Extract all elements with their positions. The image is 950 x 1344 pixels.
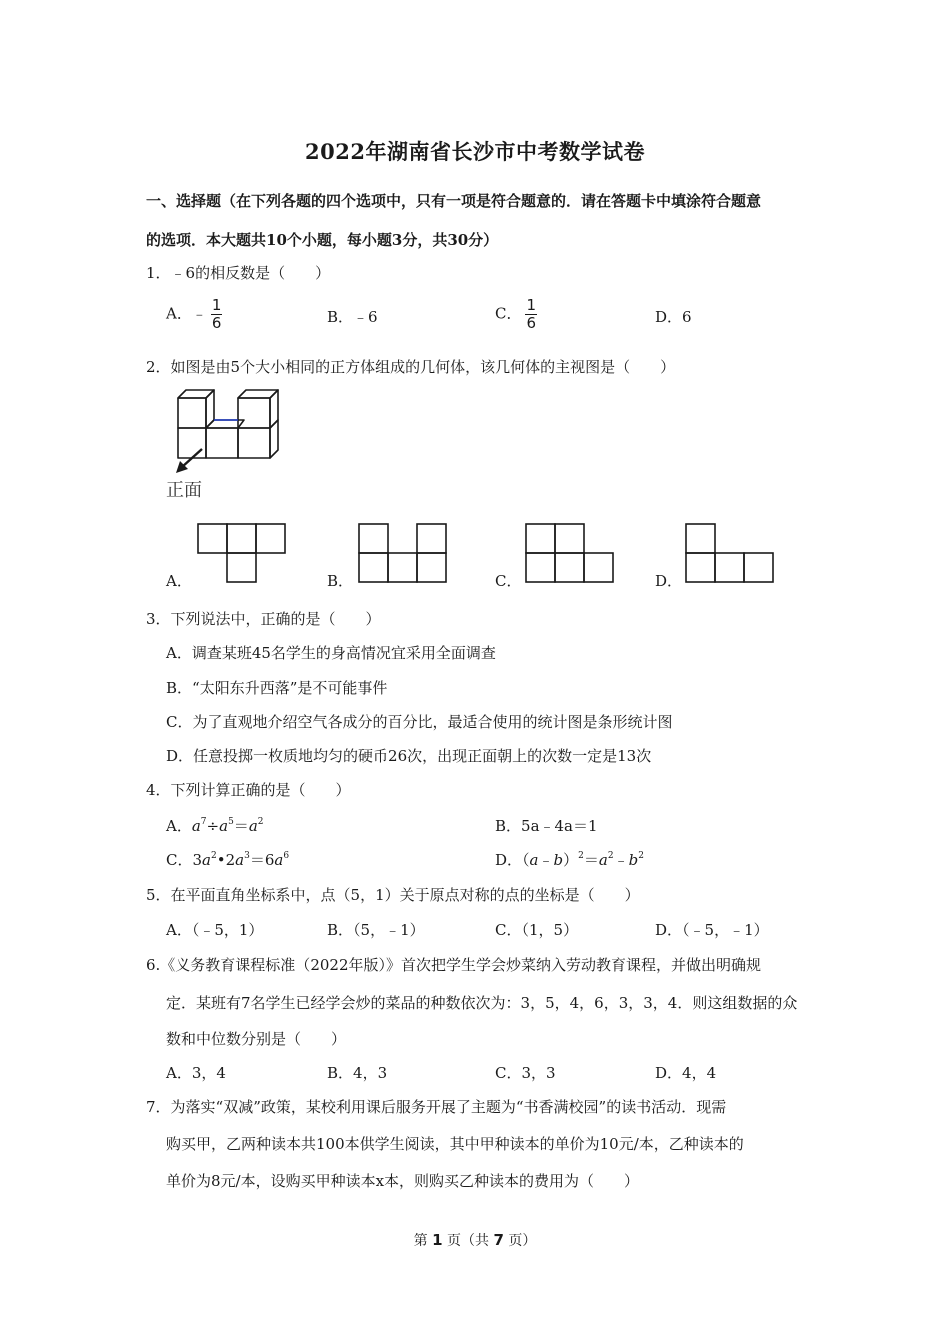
q5-option-a[interactable]: A．（﹣5，1） (166, 921, 264, 939)
q6-stem-line1: 6.《义务教育课程标准（2022年版）》首次把学生学会炒菜纳入劳动教育课程，并做出明确规 (146, 956, 761, 974)
page-title: 2022年湖南省长沙市中考数学试卷 (305, 139, 645, 164)
front-label: 正面 (166, 480, 202, 501)
q7-stem-line2: 购买甲，乙两种读本共100本供学生阅读，其中甲种读本的单价为10元/本，乙种读本的 (166, 1135, 744, 1153)
q3-option-d[interactable]: D．任意投掷一枚质地均匀的硬币26次，出现正面朝上的次数一定是13次 (166, 747, 652, 765)
q5-option-d[interactable]: D．（﹣5，﹣1） (655, 921, 769, 939)
q2-option-a-figure (196, 522, 288, 584)
q4-option-c[interactable]: C．$3a^2•2a^3=6a^6$ (166, 851, 290, 869)
q6-stem-line2: 定．某班有7名学生已经学会炒的菜品的种数依次为：3，5，4，6，3，3，4．则这组数据的众 (166, 994, 798, 1012)
q1-option-a[interactable] (166, 297, 222, 332)
q4-option-d[interactable]: D．$(a﹣b)^2=a^2﹣b^2$ (495, 851, 644, 869)
q1-a-fraction: $\frac{1}{6}$ (211, 296, 222, 332)
q4-stem: 4．下列计算正确的是（ ） (146, 781, 351, 799)
q3-option-c[interactable]: C．为了直观地介绍空气各成分的百分比，最适合使用的统计图是条形统计图 (166, 713, 673, 731)
q2-option-d-figure (684, 522, 776, 584)
q5-stem: 5．在平面直角坐标系中，点（5，1）关于原点对称的点的坐标是（ ） (146, 886, 640, 904)
q6-option-a[interactable]: A．3，4 (166, 1064, 226, 1082)
q2-option-b[interactable]: B． (327, 572, 354, 590)
q5-option-c[interactable]: C．（1，5） (495, 921, 579, 939)
q2-option-b-figure (357, 522, 449, 584)
q7-stem-line3: 单价为8元/本，设购买甲种读本x本，则购买乙种读本的费用为（ ） (166, 1172, 640, 1190)
q1-stem: 1．﹣6的相反数是（ ） (146, 264, 331, 282)
q3-option-b[interactable]: B．“太阳东升西落”是不可能事件 (166, 679, 388, 697)
q1-option-d[interactable]: D．6 (655, 308, 692, 326)
q6-option-c[interactable]: C．3，3 (495, 1064, 556, 1082)
q6-option-d[interactable]: D．4，4 (655, 1064, 717, 1082)
q2-option-d[interactable]: D． (655, 572, 683, 590)
q3-stem: 3．下列说法中，正确的是（ ） (146, 610, 381, 628)
section-heading-line1: 一、选择题（在下列各题的四个选项中，只有一项是符合题意的．请在答题卡中填涂符合题意 (146, 192, 762, 210)
page-total: 7 (493, 1231, 504, 1249)
q4-option-b[interactable]: B．5a﹣4a＝1 (495, 817, 598, 835)
q3-option-a[interactable]: A．调查某班45名学生的身高情况宜采用全面调查 (166, 644, 496, 662)
q5-option-b[interactable]: B．（5，﹣1） (327, 921, 425, 939)
q2-option-a[interactable]: A． (166, 572, 192, 590)
page-footer: 第 1 页（共 7 页） (413, 1231, 537, 1249)
q1-option-c[interactable] (495, 297, 537, 332)
q2-stem: 2．如图是由5个大小相同的正方体组成的几何体，该几何体的主视图是（ ） (146, 358, 676, 376)
q4-option-a[interactable]: A．$a^7\div a^5=a^2$ (166, 817, 264, 835)
q1-a-label: A．﹣ (166, 304, 207, 323)
q1-c-fraction: $\frac{1}{6}$ (526, 296, 537, 332)
q2-option-c-figure (524, 522, 616, 584)
q1-c-label: C． (495, 304, 522, 323)
q6-stem-line3: 数和中位数分别是（ ） (166, 1030, 347, 1048)
q6-option-b[interactable]: B．4，3 (327, 1064, 388, 1082)
q7-stem-line1: 7．为落实“双减”政策，某校利用课后服务开展了主题为“书香满校园”的读书活动．现需 (146, 1098, 727, 1116)
q2-option-c[interactable]: C． (495, 572, 522, 590)
section-heading-line2: 的选项．本大题共10个小题，每小题3分，共30分） (146, 231, 499, 249)
front-arrow-icon (172, 445, 212, 475)
q1-option-b[interactable]: B．﹣6 (327, 308, 378, 326)
page-number: 1 (432, 1231, 443, 1249)
